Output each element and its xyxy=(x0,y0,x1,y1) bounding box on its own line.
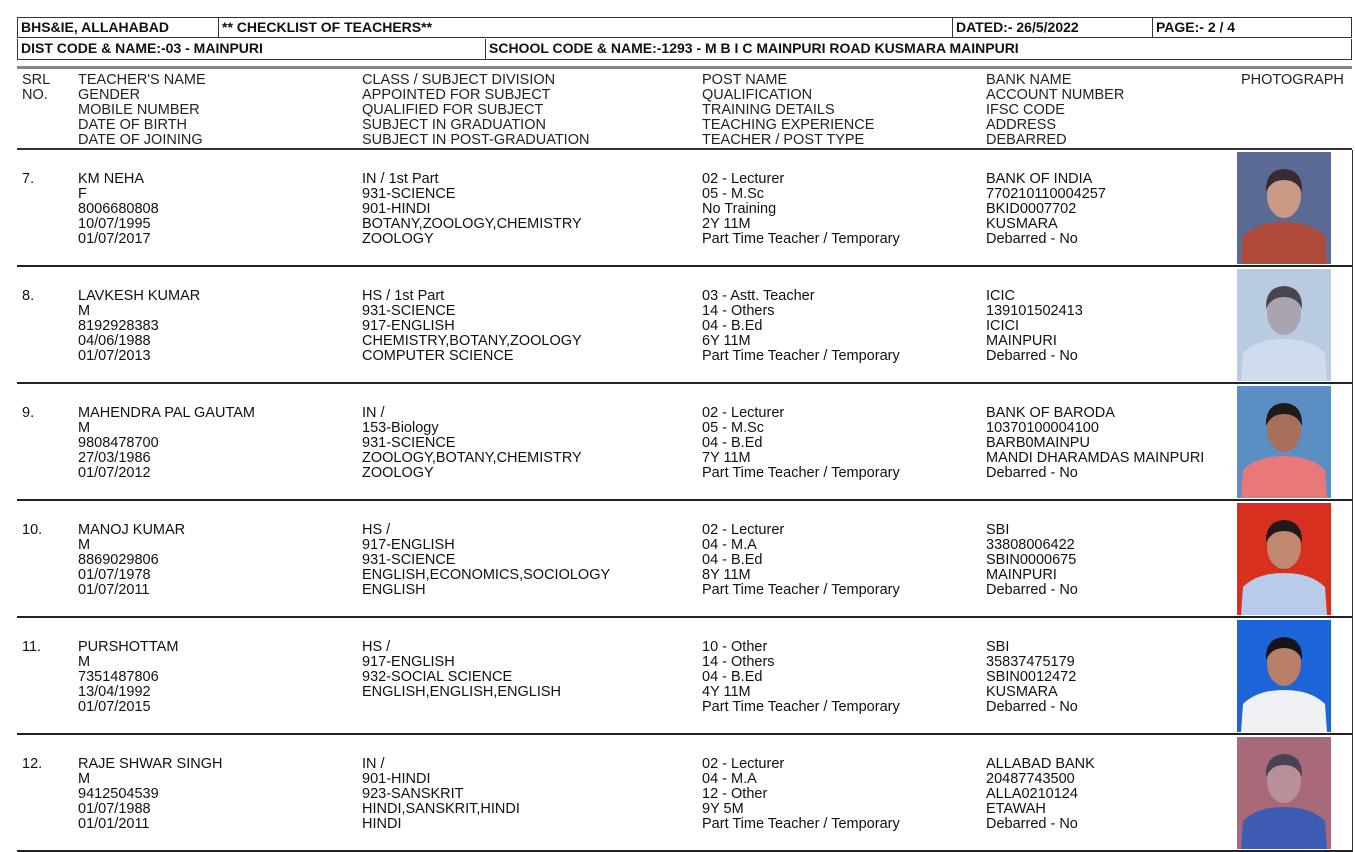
heading-line: TEACHING EXPERIENCE xyxy=(702,117,875,133)
class-subject-division: HS / xyxy=(362,639,391,655)
training-details: 04 - B.Ed xyxy=(702,318,763,334)
date-of-birth: 27/03/1986 xyxy=(78,450,151,466)
mobile-number: 7351487806 xyxy=(78,669,159,685)
debarred-status: Debarred - No xyxy=(986,816,1078,832)
gender: M xyxy=(78,654,91,670)
post-graduation-subject: ENGLISH xyxy=(362,582,426,598)
qualification: 14 - Others xyxy=(702,303,775,319)
post-details xyxy=(702,172,900,247)
teacher-row xyxy=(17,150,1352,267)
heading-line: POST NAME xyxy=(702,72,788,88)
bank-name: SBI xyxy=(986,522,1010,538)
serial-number: 9. xyxy=(22,405,35,421)
class-subject-division: HS / xyxy=(362,522,391,538)
teaching-experience: 4Y 11M xyxy=(702,684,751,700)
row-right-border xyxy=(1352,618,1354,735)
teacher-photograph xyxy=(1237,269,1331,381)
post-details xyxy=(702,289,900,364)
graduation-subjects: CHEMISTRY,BOTANY,ZOOLOGY xyxy=(362,333,582,349)
bank-details xyxy=(986,523,1078,598)
serial-number: 8. xyxy=(22,288,35,304)
report-date: DATED:- 26/5/2022 xyxy=(952,18,1152,37)
heading-line: SUBJECT IN GRADUATION xyxy=(362,117,546,133)
person-portrait-icon xyxy=(1237,737,1331,849)
post-graduation-subject: COMPUTER SCIENCE xyxy=(362,348,514,364)
teacher-photograph xyxy=(1237,152,1331,264)
mobile-number: 8192928383 xyxy=(78,318,159,334)
address: MANDI DHARAMDAS MAINPURI xyxy=(986,450,1205,466)
gender: M xyxy=(78,537,91,553)
bank-name: BANK OF BARODA xyxy=(986,405,1115,421)
gender: M xyxy=(78,420,91,436)
date-of-joining: 01/01/2011 xyxy=(78,816,150,832)
qualification: 14 - Others xyxy=(702,654,775,670)
address: KUSMARA xyxy=(986,216,1058,232)
row-right-border xyxy=(1352,267,1354,384)
class-subject-details xyxy=(362,523,610,598)
post-details xyxy=(702,640,900,715)
debarred-status: Debarred - No xyxy=(986,231,1078,247)
column-heading-top-rule xyxy=(17,66,1352,69)
serial-number: 7. xyxy=(22,171,35,187)
date-of-joining: 01/07/2015 xyxy=(78,699,151,715)
heading-line: DATE OF BIRTH xyxy=(78,117,188,133)
board-name: BHS&IE, ALLAHABAD xyxy=(21,19,170,35)
column-heading-photo xyxy=(1241,73,1344,88)
ifsc-code: SBIN0012472 xyxy=(986,669,1077,685)
heading-line: QUALIFICATION xyxy=(702,87,813,103)
post-type: Part Time Teacher / Temporary xyxy=(702,348,900,364)
school-info: SCHOOL CODE & NAME:-1293 - M B I C MAINPURI ROAD KUSMARA MAINPURI xyxy=(485,39,1351,59)
training-details: 12 - Other xyxy=(702,786,768,802)
column-heading-post xyxy=(702,73,874,148)
heading-line: SRL xyxy=(22,72,51,88)
teacher-details xyxy=(78,172,159,247)
training-details: No Training xyxy=(702,201,777,217)
post-type: Part Time Teacher / Temporary xyxy=(702,582,900,598)
heading-line: PHOTOGRAPH xyxy=(1241,72,1344,88)
teacher-details xyxy=(78,640,178,715)
serial-number: 11. xyxy=(22,639,42,655)
qualified-for-subject: 931-SCIENCE xyxy=(362,552,456,568)
teacher-photograph xyxy=(1237,386,1331,498)
teacher-row xyxy=(17,501,1352,618)
account-number: 33808006422 xyxy=(986,537,1075,553)
teacher-name: PURSHOTTAM xyxy=(78,639,179,655)
teacher-details xyxy=(78,523,185,598)
ifsc-code: ALLA0210124 xyxy=(986,786,1078,802)
heading-line: ACCOUNT NUMBER xyxy=(986,87,1125,103)
appointed-for-subject: 931-SCIENCE xyxy=(362,186,456,202)
mobile-number: 9808478700 xyxy=(78,435,159,451)
graduation-subjects: ENGLISH,ENGLISH,ENGLISH xyxy=(362,684,562,700)
mobile-number: 8869029806 xyxy=(78,552,159,568)
class-subject-details xyxy=(362,640,561,715)
row-right-border xyxy=(1352,501,1354,618)
account-number: 10370100004100 xyxy=(986,420,1099,436)
person-portrait-icon xyxy=(1237,269,1331,381)
date-of-joining: 01/07/2017 xyxy=(78,231,151,247)
account-number: 20487743500 xyxy=(986,771,1075,787)
bank-details xyxy=(986,406,1204,481)
person-portrait-icon xyxy=(1237,503,1331,615)
bank-name: ICIC xyxy=(986,288,1015,304)
post-name: 03 - Astt. Teacher xyxy=(702,288,815,304)
district-info: DIST CODE & NAME:-03 - MAINPURI xyxy=(21,40,263,56)
debarred-status: Debarred - No xyxy=(986,699,1078,715)
date-of-birth: 10/07/1995 xyxy=(78,216,151,232)
heading-line: MOBILE NUMBER xyxy=(78,102,200,118)
training-details: 04 - B.Ed xyxy=(702,552,763,568)
serial-number: 10. xyxy=(22,522,43,538)
account-number: 139101502413 xyxy=(986,303,1083,319)
graduation-subjects: HINDI,SANSKRIT,HINDI xyxy=(362,801,520,817)
date-of-birth: 01/07/1988 xyxy=(78,801,151,817)
gender: M xyxy=(78,303,91,319)
teacher-details xyxy=(78,289,200,364)
address: KUSMARA xyxy=(986,684,1058,700)
bank-name: BANK OF INDIA xyxy=(986,171,1093,187)
date-of-birth: 01/07/1978 xyxy=(78,567,151,583)
address: MAINPURI xyxy=(986,567,1057,583)
post-name: 02 - Lecturer xyxy=(702,405,785,421)
teacher-name: KM NEHA xyxy=(78,171,145,187)
column-heading-srl xyxy=(22,73,50,103)
post-name: 02 - Lecturer xyxy=(702,756,785,772)
teacher-row xyxy=(17,267,1352,384)
column-heading-teacher xyxy=(78,73,206,148)
qualification: 04 - M.A xyxy=(702,537,757,553)
class-subject-division: IN / xyxy=(362,756,385,772)
debarred-status: Debarred - No xyxy=(986,465,1078,481)
heading-line: TEACHER / POST TYPE xyxy=(702,132,865,148)
bank-details xyxy=(986,289,1083,364)
teaching-experience: 6Y 11M xyxy=(702,333,751,349)
bank-details xyxy=(986,172,1106,247)
post-details xyxy=(702,523,900,598)
account-number: 770210110004257 xyxy=(986,186,1106,202)
qualified-for-subject: 901-HINDI xyxy=(362,201,431,217)
class-subject-division: HS / 1st Part xyxy=(362,288,445,304)
heading-line: CLASS / SUBJECT DIVISION xyxy=(362,72,556,88)
post-details xyxy=(702,406,900,481)
date-of-birth: 04/06/1988 xyxy=(78,333,151,349)
post-graduation-subject: HINDI xyxy=(362,816,402,832)
teacher-details xyxy=(78,757,222,832)
date-of-joining: 01/07/2013 xyxy=(78,348,151,364)
teacher-details xyxy=(78,406,255,481)
bank-details xyxy=(986,640,1078,715)
appointed-for-subject: 901-HINDI xyxy=(362,771,431,787)
qualified-for-subject: 931-SCIENCE xyxy=(362,435,456,451)
post-name: 02 - Lecturer xyxy=(702,171,785,187)
heading-line: SUBJECT IN POST-GRADUATION xyxy=(362,132,590,148)
bank-name: ALLABAD BANK xyxy=(986,756,1095,772)
report-header-row xyxy=(17,17,1352,38)
post-name: 02 - Lecturer xyxy=(702,522,785,538)
graduation-subjects: ENGLISH,ECONOMICS,SOCIOLOGY xyxy=(362,567,611,583)
post-graduation-subject xyxy=(362,700,561,715)
column-heading-bank xyxy=(986,73,1124,148)
post-type: Part Time Teacher / Temporary xyxy=(702,816,900,832)
post-graduation-subject: ZOOLOGY xyxy=(362,231,434,247)
graduation-subjects: ZOOLOGY,BOTANY,CHEMISTRY xyxy=(362,450,582,466)
class-subject-details xyxy=(362,289,582,364)
heading-line: TRAINING DETAILS xyxy=(702,102,835,118)
row-right-border xyxy=(1352,384,1354,501)
gender: F xyxy=(78,186,87,202)
appointed-for-subject: 917-ENGLISH xyxy=(362,654,455,670)
teacher-row xyxy=(17,735,1352,852)
address: MAINPURI xyxy=(986,333,1057,349)
mobile-number: 8006680808 xyxy=(78,201,159,217)
debarred-status: Debarred - No xyxy=(986,348,1078,364)
teacher-row xyxy=(17,618,1352,735)
column-heading-class xyxy=(362,73,589,148)
heading-line: BANK NAME xyxy=(986,72,1072,88)
heading-line: GENDER xyxy=(78,87,141,103)
class-subject-details xyxy=(362,406,582,481)
appointed-for-subject: 917-ENGLISH xyxy=(362,537,455,553)
teacher-photograph xyxy=(1237,503,1331,615)
mobile-number: 9412504539 xyxy=(78,786,159,802)
heading-line: QUALIFIED FOR SUBJECT xyxy=(362,102,544,118)
post-name: 10 - Other xyxy=(702,639,768,655)
qualified-for-subject: 917-ENGLISH xyxy=(362,318,455,334)
appointed-for-subject: 153-Biology xyxy=(362,420,439,436)
post-type: Part Time Teacher / Temporary xyxy=(702,699,900,715)
row-right-border xyxy=(1352,735,1354,852)
teaching-experience: 2Y 11M xyxy=(702,216,751,232)
post-details xyxy=(702,757,900,832)
teaching-experience: 7Y 11M xyxy=(702,450,751,466)
ifsc-code: ICICI xyxy=(986,318,1020,334)
class-subject-division: IN / xyxy=(362,405,385,421)
teacher-photograph xyxy=(1237,737,1331,849)
post-type: Part Time Teacher / Temporary xyxy=(702,231,900,247)
qualification: 05 - M.Sc xyxy=(702,420,765,436)
debarred-status: Debarred - No xyxy=(986,582,1078,598)
report-title: ** CHECKLIST OF TEACHERS** xyxy=(218,18,952,37)
heading-line: DATE OF JOINING xyxy=(78,132,203,148)
account-number: 35837475179 xyxy=(986,654,1075,670)
heading-line: APPOINTED FOR SUBJECT xyxy=(362,87,551,103)
gender: M xyxy=(78,771,91,787)
date-of-joining: 01/07/2011 xyxy=(78,582,150,598)
ifsc-code: BKID0007702 xyxy=(986,201,1077,217)
bank-details xyxy=(986,757,1095,832)
date-of-birth: 13/04/1992 xyxy=(78,684,151,700)
row-right-border xyxy=(1352,150,1354,267)
training-details: 04 - B.Ed xyxy=(702,669,763,685)
person-portrait-icon xyxy=(1237,620,1331,732)
teacher-name: RAJE SHWAR SINGH xyxy=(78,756,223,772)
address: ETAWAH xyxy=(986,801,1046,817)
teaching-experience: 8Y 11M xyxy=(702,567,751,583)
qualified-for-subject: 932-SOCIAL SCIENCE xyxy=(362,669,513,685)
post-graduation-subject: ZOOLOGY xyxy=(362,465,434,481)
qualified-for-subject: 923-SANSKRIT xyxy=(362,786,464,802)
heading-line: NO. xyxy=(22,87,48,103)
post-type: Part Time Teacher / Temporary xyxy=(702,465,900,481)
training-details: 04 - B.Ed xyxy=(702,435,763,451)
appointed-for-subject: 931-SCIENCE xyxy=(362,303,456,319)
school-info-row xyxy=(17,39,1352,60)
person-portrait-icon xyxy=(1237,386,1331,498)
qualification: 04 - M.A xyxy=(702,771,757,787)
teacher-row xyxy=(17,384,1352,501)
graduation-subjects: BOTANY,ZOOLOGY,CHEMISTRY xyxy=(362,216,582,232)
class-subject-division: IN / 1st Part xyxy=(362,171,439,187)
class-subject-details xyxy=(362,757,520,832)
heading-line: ADDRESS xyxy=(986,117,1057,133)
qualification: 05 - M.Sc xyxy=(702,186,765,202)
teacher-name: MAHENDRA PAL GAUTAM xyxy=(78,405,255,421)
ifsc-code: SBIN0000675 xyxy=(986,552,1077,568)
teaching-experience: 9Y 5M xyxy=(702,801,744,817)
teacher-photograph xyxy=(1237,620,1331,732)
page-number: PAGE:- 2 / 4 xyxy=(1152,18,1351,37)
teacher-name: LAVKESH KUMAR xyxy=(78,288,201,304)
person-portrait-icon xyxy=(1237,152,1331,264)
bank-name: SBI xyxy=(986,639,1010,655)
ifsc-code: BARB0MAINPU xyxy=(986,435,1090,451)
heading-line: DEBARRED xyxy=(986,132,1067,148)
class-subject-details xyxy=(362,172,582,247)
heading-line: TEACHER'S NAME xyxy=(78,72,206,88)
heading-line: IFSC CODE xyxy=(986,102,1065,118)
date-of-joining: 01/07/2012 xyxy=(78,465,151,481)
teacher-name: MANOJ KUMAR xyxy=(78,522,186,538)
serial-number: 12. xyxy=(22,756,43,772)
